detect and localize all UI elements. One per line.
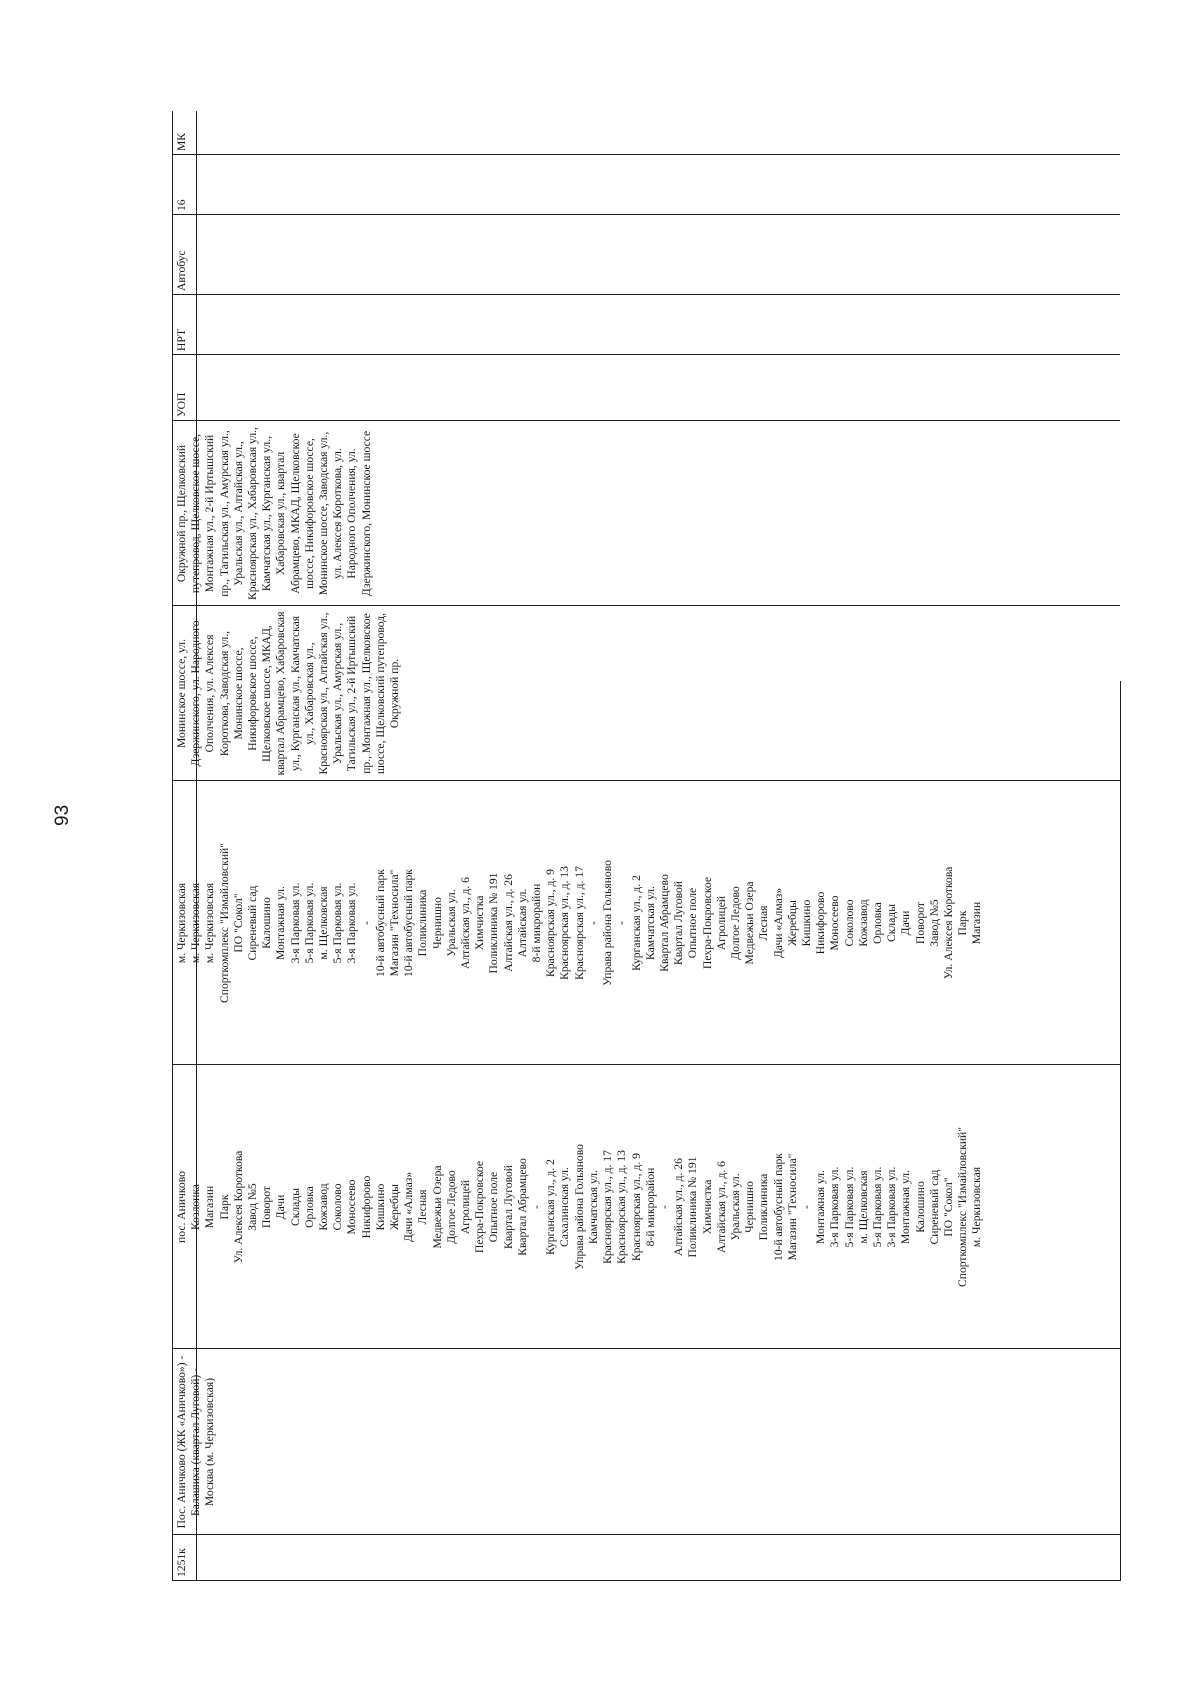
stop-item: 10-й автобусный парк: [402, 869, 416, 977]
stop-item: ПО "Сокол": [231, 893, 245, 953]
stop-item: Монтажная ул.: [899, 1170, 913, 1244]
stop-item: 8-й микрорайон: [530, 883, 544, 963]
stop-item: Жеребцы: [388, 1184, 402, 1230]
stop-item: Соколово: [842, 899, 856, 947]
stop-item: Лесная: [757, 905, 771, 941]
stop-item: Чернишно: [743, 1181, 757, 1233]
stop-item: ПО "Сокол": [941, 1177, 955, 1237]
stop-item: Завод №5: [927, 899, 941, 947]
stop-item: Алтайская ул., д. 6: [714, 1161, 728, 1253]
stop-item: Никифорово: [814, 891, 828, 955]
col-border-0: [172, 1580, 1120, 1581]
stop-item: Красноярская ул., д. 17: [601, 1150, 615, 1264]
stop-item: Кожзавод: [317, 1183, 331, 1231]
stop-item: Алтайская ул., д. 26: [501, 874, 515, 972]
stop-item: 3-я Парковая ул.: [828, 1166, 842, 1248]
header-bus: Автобус: [175, 250, 188, 291]
stop-item: Спорткомплекс "Измайловский": [956, 1127, 970, 1287]
stop-item: Склады: [885, 904, 899, 942]
stop-item: Магазин: [970, 901, 984, 945]
page-number: 93: [52, 804, 73, 826]
stop-item: Химчистка: [473, 895, 487, 951]
stop-item: Дачи: [274, 1194, 288, 1220]
stop-item: м. Черкизовская: [970, 1166, 984, 1248]
stop-item: Уральская ул.: [444, 889, 458, 957]
stop-item: Алтайская ул.: [515, 888, 529, 958]
stop-item: Опытное поле: [686, 887, 700, 959]
stop-item: 5-я Парковая ул.: [331, 882, 345, 964]
stop-item: Калошино: [913, 1181, 927, 1233]
stop-item: Никифорово: [359, 1175, 373, 1239]
stop-item: Поликлиника: [757, 1173, 771, 1241]
stop-item: Алтайская ул., д. 26: [672, 1158, 686, 1256]
stop-item: пос. Аничково: [175, 1171, 188, 1243]
stop-item: Моносеево: [828, 895, 842, 951]
stop-item: Ул. Алексея Короткова: [231, 1150, 245, 1264]
stop-item: Кишкино: [799, 899, 813, 947]
stop-item: Квартал Луговой: [672, 881, 686, 966]
stop-item: -: [359, 921, 373, 925]
stop-item: Ул. Алексея Короткова: [941, 866, 955, 980]
stop-item: м. Черкизовская: [189, 882, 203, 964]
stops-forward-cell: [172, 1065, 1120, 1349]
stops-backward-list: [175, 785, 985, 1061]
stop-item: Парк: [217, 1194, 231, 1220]
stop-item: Спорткомплекс "Измайловский": [217, 843, 231, 1003]
stop-item: Управа района Гольяново: [601, 860, 615, 986]
header-mk: МК: [175, 132, 188, 151]
stop-item: Монтажная ул.: [274, 886, 288, 960]
stop-item: Красноярская ул., д. 13: [615, 1150, 629, 1264]
stop-item: Алтайская ул., д. 6: [459, 877, 473, 969]
stop-item: Квартал Луговой: [501, 1165, 515, 1250]
stop-item: Завод №5: [246, 1183, 260, 1231]
stop-item: Квартал Абрамцево: [515, 1158, 529, 1256]
stop-item: 8-й микрорайон: [643, 1167, 657, 1247]
stop-item: Дачи «Алмаз»: [402, 1171, 416, 1243]
stop-item: Чернишно: [430, 897, 444, 949]
stops-forward-list: [175, 1069, 985, 1345]
stop-item: Кишкино: [373, 1183, 387, 1231]
stop-item: Моносеево: [345, 1179, 359, 1235]
stop-item: Долгое Ледово: [444, 1170, 458, 1244]
stops-backward-cell: [172, 781, 1120, 1065]
stop-item: м. Черкизовская: [175, 882, 188, 964]
stop-item: Магазин: [203, 1185, 217, 1229]
stop-item: 3-я Парковая ул.: [288, 882, 302, 964]
stop-item: Курганская ул., д. 2: [629, 875, 643, 971]
stop-item: Поворот: [913, 902, 927, 944]
stop-item: м. Щелковская: [317, 886, 331, 960]
stop-item: Красноярская ул., д. 9: [629, 1153, 643, 1261]
col-border-10: [172, 154, 1120, 155]
stop-item: Пехра-Покровское: [700, 876, 714, 970]
stop-item: Камчатская ул.: [643, 886, 657, 960]
stop-item: Пехра-Покровское: [473, 1160, 487, 1254]
stop-item: Дачи: [899, 910, 913, 936]
stop-item: Камчатская ул.: [586, 1170, 600, 1244]
stop-item: Управа района Гольяново: [572, 1144, 586, 1270]
col-border-8: [172, 294, 1120, 295]
stop-item: Склады: [288, 1188, 302, 1226]
route-name: Пос. Аничково (ЖК «Аничково») - Балашиха (квартал Луговой) - Москва (м. Черкизовская): [175, 1355, 217, 1529]
stop-item: Поликлиника № 191: [487, 872, 501, 974]
stop-item: Козлонка: [189, 1184, 203, 1230]
stop-item: Парк: [956, 910, 970, 936]
stop-item: -: [615, 921, 629, 925]
stop-item: Кожзавод: [856, 899, 870, 947]
table-bottom-border: [1120, 681, 1121, 1581]
stop-item: Химчистка: [700, 1179, 714, 1235]
stop-item: Поликлиника № 191: [686, 1156, 700, 1258]
stop-item: Сахалинская ул.: [558, 1167, 572, 1247]
stop-item: Медвежьи Озера: [743, 881, 757, 965]
stop-item: -: [530, 1205, 544, 1209]
stop-item: 5-я Парковая ул.: [302, 882, 316, 964]
header-uop: УОП: [175, 392, 188, 417]
col-border-1: [172, 1534, 1120, 1535]
stop-item: 5-я Парковая ул.: [870, 1166, 884, 1248]
stop-item: Орловка: [302, 1186, 316, 1228]
stop-item: -: [799, 1205, 813, 1209]
stop-item: 10-й автобусный парк: [373, 869, 387, 977]
col-border-7: [172, 354, 1120, 355]
stop-item: Агролицей: [459, 1179, 473, 1235]
streets-forward: Монинское шоссе, ул. Дзержинского, ул. Народного Ополчения, ул. Алексея Короткова, Заводская ул., Монинское шоссе, Никифоровское шоссе, Щелковское шоссе, МКАД, квартал Абрамцево, Хабаровская ул., Курганская ул., Камчатская ул., Хабаровская ул., Красноярская ул., Алтайская ул., Уральская ул., Амурская ул., Тагильская ул., 2-й Иртышский пр., Монтажная ул., Щелковское шоссе, Щелковский путепровод, Окружной пр.: [175, 611, 402, 776]
stop-item: -: [586, 921, 600, 925]
stop-item: Лесная: [416, 1189, 430, 1225]
stop-item: Поликлиника: [416, 889, 430, 957]
stop-item: Орловка: [870, 902, 884, 944]
stop-item: 5-я Парковая ул.: [842, 1166, 856, 1248]
streets-backward: Окружной пр., Щелковский путепровод, Щелковское шоссе, Монтажная ул., 2-й Иртышский пр., Тагильская ул., Амурская ул., Уральская ул., Алтайская ул., Красноярская ул., Хабаровская ул., Камчатская ул., Курганская ул., Хабаровская ул., квартал Абрамцево, МКАД, Щелковское шоссе, Никифоровское шоссе, Монинское шоссе, Заводская ул., ул. Алексея Короткова, ул. Народного Ополчения, ул. Дзержинского, Монинское шоссе: [175, 427, 373, 600]
stop-item: м. Черкизовская: [203, 882, 217, 964]
stop-item: Монтажная ул.: [814, 1170, 828, 1244]
header-nrt: НРТ: [175, 328, 188, 351]
stop-item: Квартал Абрамцево: [657, 874, 671, 972]
stop-item: Сиреневый сад: [246, 885, 260, 961]
stop-item: Калошино: [260, 897, 274, 949]
stop-item: Опытное поле: [487, 1171, 501, 1243]
stop-item: Красноярская ул., д. 13: [558, 866, 572, 980]
stop-item: 3-я Парковая ул.: [885, 1166, 899, 1248]
stop-item: Сиреневый сад: [927, 1169, 941, 1245]
route-number: 1251к: [175, 1548, 188, 1577]
header-count: 16: [175, 199, 188, 211]
stop-item: Красноярская ул., д. 9: [544, 869, 558, 977]
stop-item: Магазин "Техносила": [785, 1153, 799, 1261]
stop-item: Поворот: [260, 1186, 274, 1228]
stop-item: 10-й автобусный парк: [771, 1153, 785, 1261]
stop-item: -: [657, 1205, 671, 1209]
stop-item: Уральская ул.: [728, 1173, 742, 1241]
stop-item: м. Щелковская: [856, 1170, 870, 1244]
stop-item: Красноярская ул., д. 17: [572, 866, 586, 980]
stop-item: Жеребцы: [785, 900, 799, 946]
stop-item: Долгое Ледово: [728, 886, 742, 960]
stop-item: Соколово: [331, 1183, 345, 1231]
stop-item: Агролицей: [714, 895, 728, 951]
stop-item: Курганская ул., д. 2: [544, 1159, 558, 1255]
col-border-9: [172, 214, 1120, 215]
route-table: [172, 111, 1172, 1581]
stop-item: 3-я Парковая ул.: [345, 882, 359, 964]
stop-item: Медвежьи Озера: [430, 1165, 444, 1249]
stop-item: Дачи «Алмаз»: [771, 887, 785, 959]
stop-item: Магазин "Техносила": [388, 869, 402, 977]
